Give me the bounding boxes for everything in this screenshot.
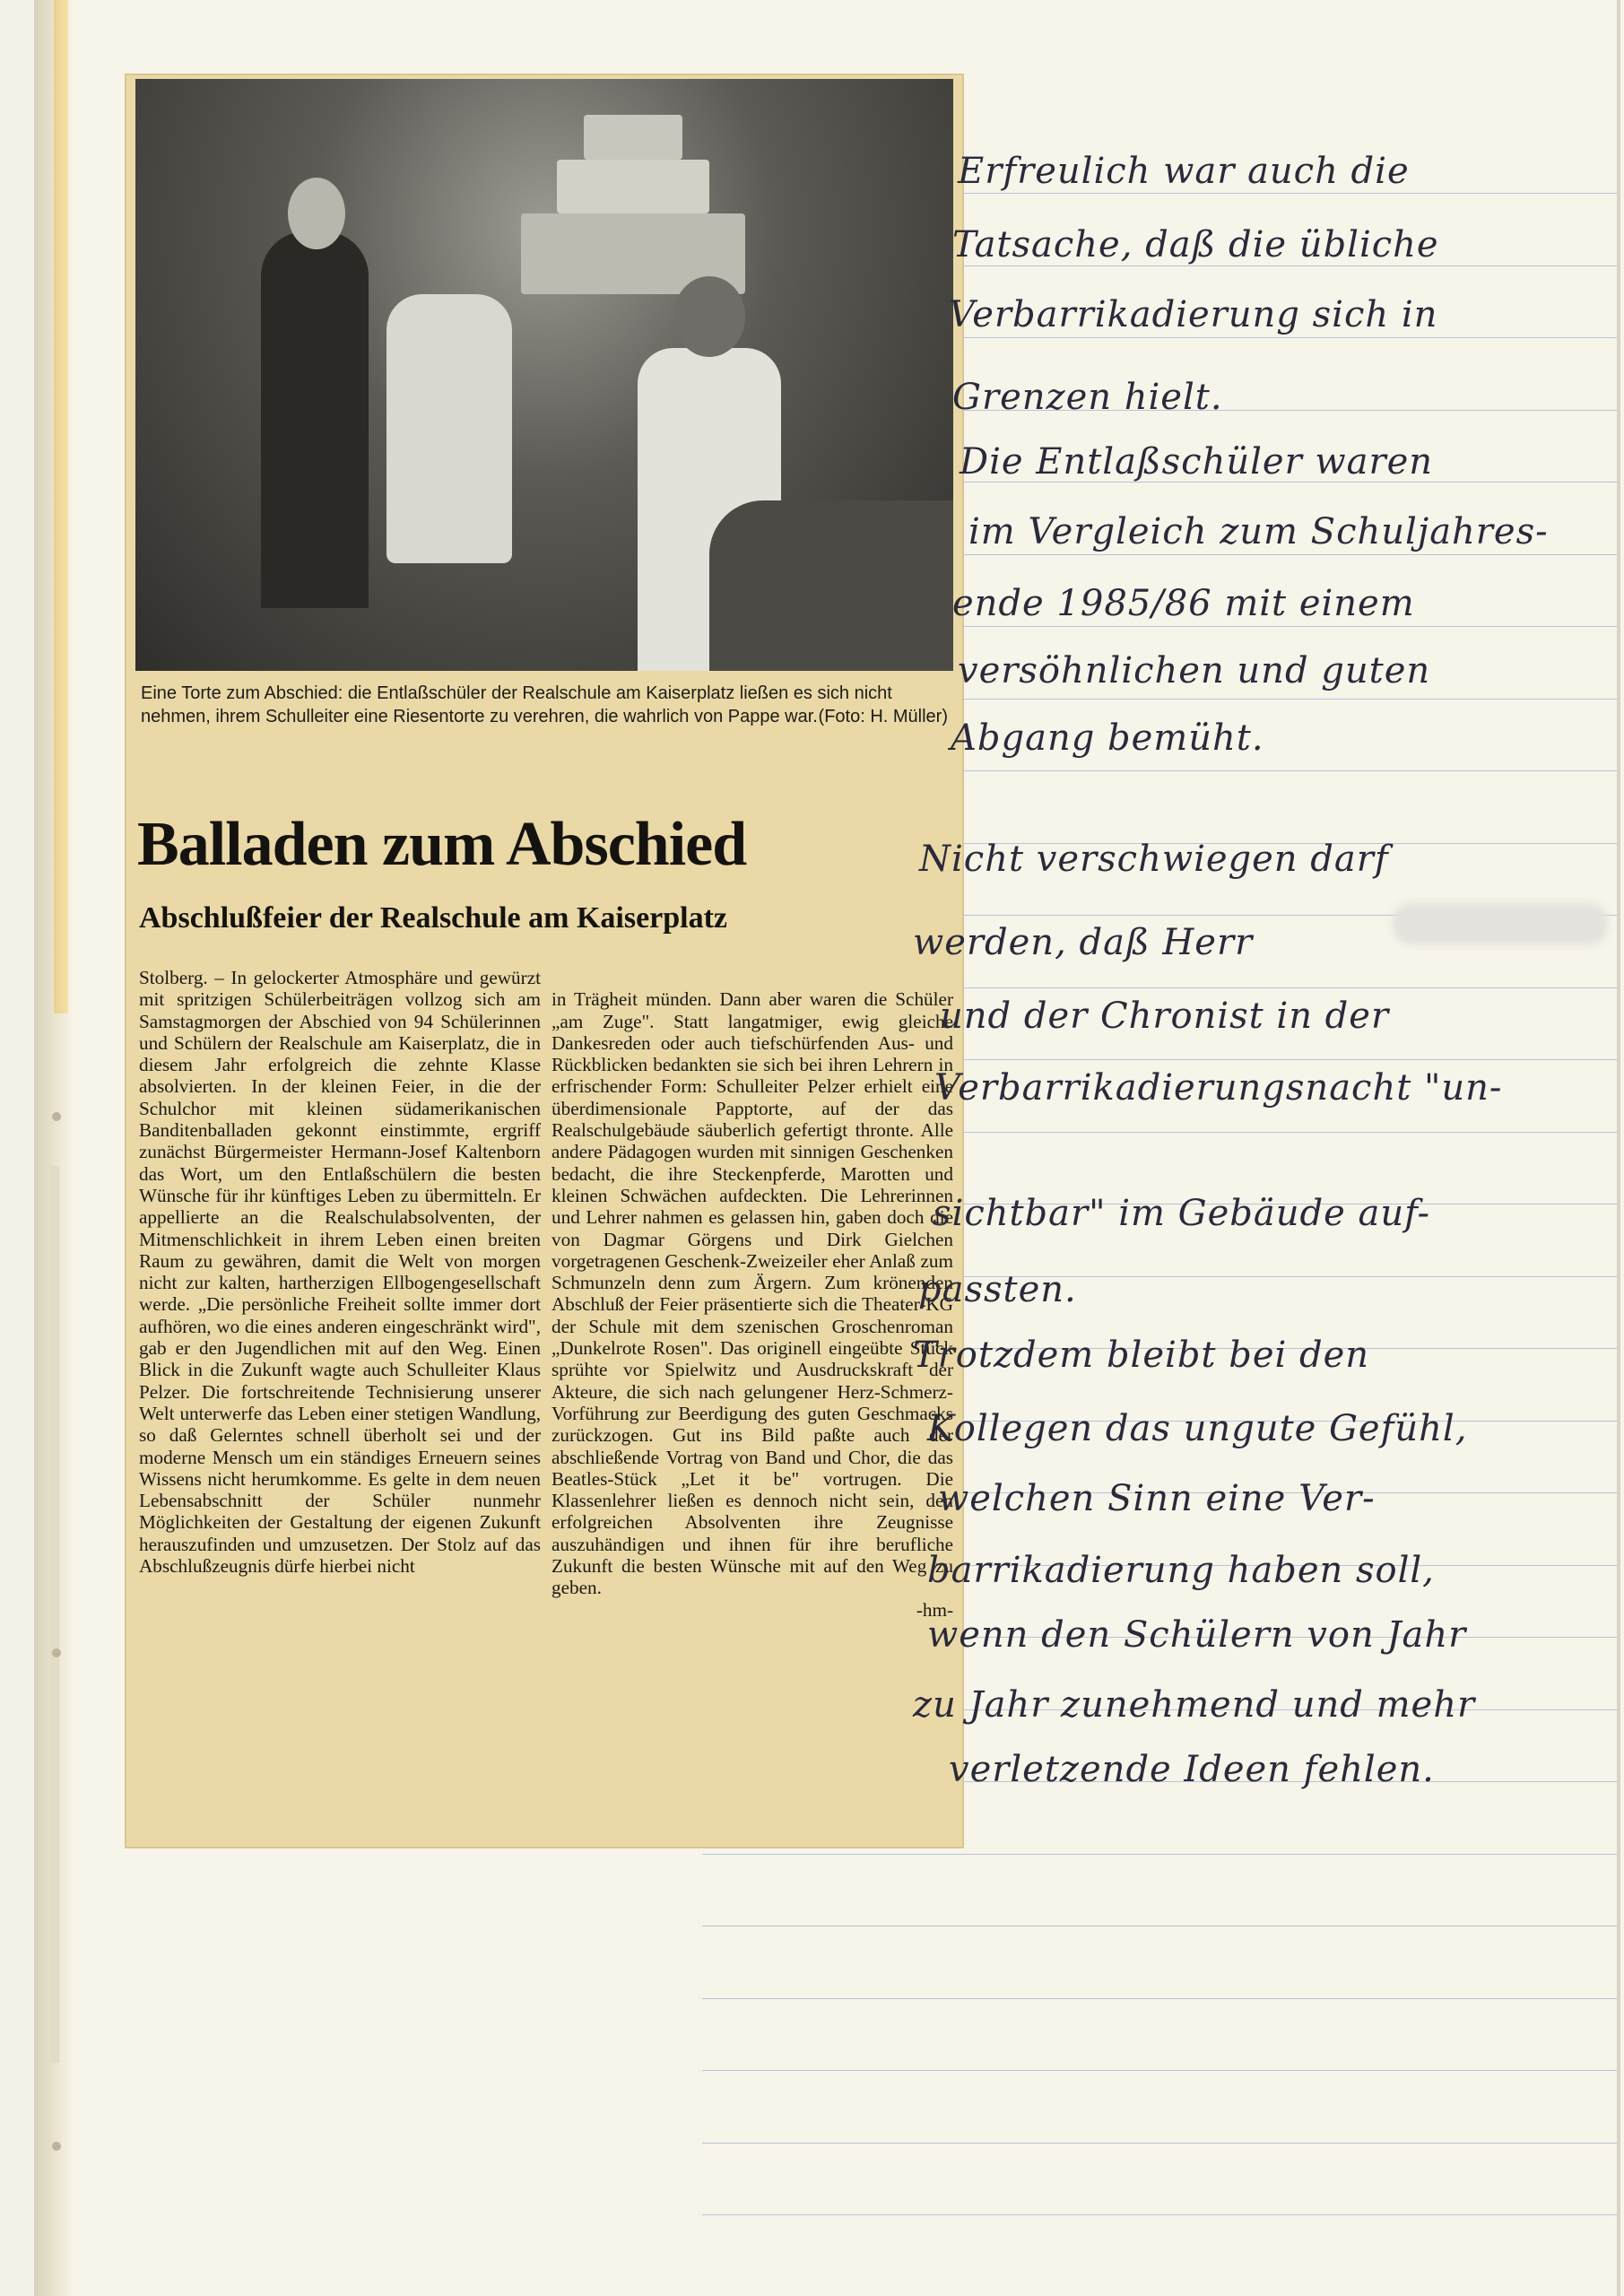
handwritten-line: Verbarrikadierungsnacht "un- <box>934 1067 1503 1109</box>
handwritten-line: ende 1985/86 mit einem <box>952 583 1415 624</box>
binding-hole <box>52 1112 61 1121</box>
photo-caption <box>141 682 948 728</box>
handwritten-line: und der Chronist in der <box>940 996 1390 1037</box>
handwritten-line: verletzende Ideen fehlen. <box>949 1749 1435 1790</box>
handwritten-line: zu Jahr zunehmend und mehr <box>913 1684 1476 1726</box>
article-column-left: Stolberg. – In gelockerter Atmosphäre und gewürzt mit spritzigen Schülerbeiträgen vollzog sich am Samstagmorgen der Abschied von 94 Schülerinnen und Schülern der Realschule am Kaiserplatz, die in diesem Jahr erfolgreich die zehnte Klasse absolvierten. In der kleinen Feier, in die der Schulchor mit kleinen südamerikanischen Banditenballaden gekonnt einstimmte, ergriff zunächst Bürgermeister Hermann-Josef Kaltenborn das Wort, um den Entlaßschülern die besten Wünsche für ihr künftiges Leben zu übermitteln. Er appellierte an die Realschulabsolventen, der Mitmenschlichkeit in ihrem Leben einen breiten Raum zu gewähren, damit die Welt von morgen nicht zur kalten, hartherzigen Ellbogengesellschaft werde. „Die persönliche Freiheit sollte immer dort aufhören, wo die eines anderen eingeschränkt wird", gab er den Jugendlichen mit auf den Weg. Einen Blick in die Zukunft wagte auch Schulleiter Klaus Pelzer. Die fortschreitende Technisierung unserer Welt unterwerfe das Leben einer stetigen Wandlung, so daß Gelerntes schnell überholt sei und der moderne Mensch um ein ständiges Erneuern seines Wissens nicht herumkomme. Es gelte in dem neuen Lebensabschnitt der Schüler nunmehr Möglichkeiten der Gestaltung der eigenen Zukunft herauszufinden und umzusetzen. Der Stolz auf das Abschlußzeugnis dürfe hierbei nicht <box>139 967 541 1578</box>
binding-strip <box>54 0 68 1013</box>
handwritten-line: Grenzen hielt. <box>952 377 1223 418</box>
ruled-line <box>702 2070 1617 2071</box>
ruled-line <box>702 1854 1617 1855</box>
handwritten-line: versöhnlichen und guten <box>958 650 1431 691</box>
handwritten-line: Kollegen das ungute Gefühl, <box>927 1408 1468 1449</box>
notebook-page <box>34 0 1624 2296</box>
caption-text: Eine Torte zum Abschied: die Entlaßschüler der Realschule am Kaiserplatz ließen es sich nicht nehmen, ihrem Schulleiter eine Riesentorte zu verehren, die wahrlich von Pappe war. <box>141 683 892 726</box>
handwritten-line: barrikadierung haben soll, <box>927 1550 1435 1591</box>
column-right-text: in Trägheit münden. Dann aber waren die Schüler „am Zuge". Statt langatmiger, ewig gleiche Dankesreden oder auch tiefschürfenden Aus- und Rückblicken bedankten sie sich bei ihren Lehrern in erfrischender Form: Schulleiter Pelzer erhielt eine überdimensionale Papptorte, auf der das Realschulgebäude säuberlich gefertigt thronte. Alle andere Pädagogen wurden mit sinnigen Geschenken bedacht, die ihre Steckenpferde, Marotten und kleinen Schwächen aufdeckten. Die Lehrerinnen und Lehrer nahmen es gelassen hin, gaben doch die von Dagmar Görgens und Dirk Gielchen vorgetragenen Geschenk-Zweizeiler eher Anlaß zum Schmunzeln denn zum Ärgern. Zum krönenden Abschluß der Feier präsentierte sich die Theater-KG der Schule mit dem szenischen Groschenroman „Dunkelrote Rosen". Das originell eingeübte Stück sprühte vor Spielwitz und Ausdruckskraft der Akteure, die sich nach gelungener Herz-Schmerz-Vorführung zur Beerdigung des guten Geschmacks zurückzogen. Gut ins Bild paßte auch der abschließende Vortrag von Band und Chor, die das Beatles-Stück „Let it be" vortrugen. Die Klassenlehrer ließen es dennoch nicht sein, den erfolgreichen Absolventen ihre Zeugnisse auszuhändigen und ihnen für ihre berufliche Zukunft die besten Wünsche mit auf den Weg zu geben. <box>551 988 953 1599</box>
article-subheadline: Abschlußfeier der Realschule am Kaiserplatz <box>139 901 728 935</box>
ruled-line <box>702 2214 1617 2215</box>
photo-person <box>261 231 369 608</box>
photo-person-head <box>288 178 345 249</box>
binding-hole <box>52 1648 61 1657</box>
photo-cake-tier <box>557 160 709 213</box>
handwritten-line: Verbarrikadierung sich in <box>949 294 1438 335</box>
binding-hole <box>52 2142 61 2151</box>
handwritten-line: Abgang bemüht. <box>951 718 1264 759</box>
handwritten-line: im Vergleich zum Schuljahres- <box>968 511 1549 552</box>
ruled-line <box>702 1998 1617 1999</box>
photo-crowd <box>709 500 953 671</box>
photo-cake-tier <box>584 115 682 160</box>
article-signature: -hm- <box>916 1598 953 1621</box>
handwritten-line: passten. <box>918 1269 1077 1310</box>
handwritten-line: Erfreulich war auch die <box>958 151 1410 192</box>
photo-person-head <box>673 276 745 357</box>
page-binding <box>34 0 74 2296</box>
handwritten-line: welchen Sinn eine Ver- <box>938 1478 1376 1519</box>
page-edge <box>1617 0 1620 2296</box>
handwritten-line: sichtbar" im Gebäude auf- <box>933 1193 1431 1234</box>
article-photo <box>135 79 953 671</box>
handwritten-line: wenn den Schülern von Jahr <box>927 1614 1467 1656</box>
redacted-name <box>1393 903 1608 944</box>
article-headline: Balladen zum Abschied <box>137 810 747 879</box>
photo-credit: (Foto: H. Müller) <box>818 707 948 726</box>
handwritten-line: werden, daß Herr <box>913 922 1254 963</box>
article-column-right <box>551 967 953 1642</box>
handwritten-line: Trotzdem bleibt bei den <box>913 1335 1370 1376</box>
photo-person <box>386 294 512 563</box>
handwritten-line: Die Entlaßschüler waren <box>960 441 1434 483</box>
handwritten-line: Nicht verschwiegen darf <box>919 839 1389 880</box>
binding-wear <box>50 1166 59 2063</box>
ruled-line <box>702 2143 1617 2144</box>
newspaper-clipping <box>126 75 962 1847</box>
handwritten-line: Tatsache, daß die übliche <box>952 224 1439 265</box>
